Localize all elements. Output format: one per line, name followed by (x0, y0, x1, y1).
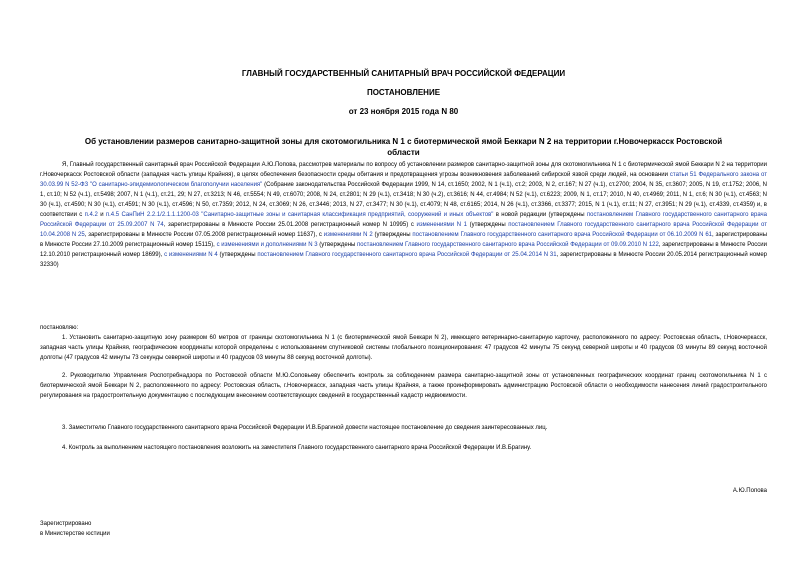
document-title: Об установлении размеров санитарно-защитной зоны для скотомогильника N 1 с биотермической ямой Беккари N 2 на территории г.Новочеркасск Ростовской области (84, 137, 723, 157)
clause-2: 2. Руководителю Управления Роспотребнадзора по Ростовской области М.Ю.Соловьеву обеспечить контроль за соблюдением размера санитарно-защитной зоны от установленных географических координат границ скотомогильника N 1 с биотермической ямой Беккари N 2, расположенного по адресу: Ростовская область, г.Новочеркасск, западная часть улицы Крайняя, а также проинформировать администрацию Ростовской области о необходимости нанесения линий градостроительного регулирования на градостроительную документацию с последующим внесением соответствующих сведений в государственный кадастр недвижимости. (40, 373, 767, 399)
resolution-74-link[interactable]: постановлением Главного государственного санитарного врача Российской Федерации от 25.09.2007 N 74 (40, 212, 767, 228)
preamble-text: (утверждены (217, 252, 258, 258)
preamble-text: и (97, 212, 106, 218)
amendments-2-link[interactable]: изменениями N 2 (323, 232, 373, 238)
clause-4: 4. Контроль за выполнением настоящего постановления возложить на заместителя Главного государственного санитарного врача Российской Федерации И.В.Брагину. (62, 445, 532, 451)
preamble-text: , зарегистрированы в Минюсте России 20.05.2014 регистрационный номер 32330) (40, 252, 767, 268)
document-date-number: от 23 ноября 2015 года N 80 (348, 107, 459, 116)
preamble-text: (Собрание законодательства Российской Федерации 1999, N 14, ст.1650; 2002, N 1 (ч.1), ст.2; 2003, N 2, ст.167; N 27 (ч.1), ст.2700; 2004, N 35, ст.3607; 2005, N 19, ст.1752; 2006, N 1, ст.10; N 52 (ч.1), ст.5498; 2007, N 1 (ч.1), ст.21, 29; N 27, ст.3213; N 46, ст.5554; N 49, ст.6070; 2008, N 24, ст.2801; N 29 (ч.1), ст.3418; N 30 (ч.2), ст.3616; N 44, ст.4984; N 52 (ч.1), ст.6223; 2009, N 1, ст.17; 2010, N 40, ст.4969; 2011, N 1, ст.6; N 30 (ч.1), ст.4563; N 30 (ч.1), ст.4590; N 30 (ч.1), ст.4591; N 30 (ч.1), ст.4596; N 50, ст.7359; 2012, N 24, ст.3069; N 26, ст.3446; 2013, N 27, ст.3477; N 30 (ч.1), ст.4079; N 48, ст.6165; 2014, N 26 (ч.1), ст.3366, ст.3377; 2015, N 1 (ч.1), ст.11; N 27, ст.3951; N 29 (ч.1), ст.4339, ст.4359) и, в соответствии с (40, 182, 767, 218)
preamble-text: в новой редакции (утверждены (493, 212, 587, 218)
resolution-31-link[interactable]: постановлением Главного государственного санитарного врача Российской Федерации от 25.04.2014 N 31 (257, 252, 557, 258)
issuing-authority: ГЛАВНЫЙ ГОСУДАРСТВЕННЫЙ САНИТАРНЫЙ ВРАЧ РОССИЙСКОЙ ФЕДЕРАЦИИ (241, 69, 566, 78)
preamble-text: (утверждены (317, 242, 358, 248)
clause-3: 3. Заместителю Главного государственного санитарного врача Российской Федерации И.В.Брагиной довести настоящее постановление до сведения заинтересованных лиц. (62, 425, 548, 431)
preamble-paragraph (40, 160, 767, 270)
sanpin-clause-4-5-link[interactable]: п.4.5 СанПиН 2.2.1/2.1.1.1200-03 "Санитарно-защитные зоны и санитарная классификация предприятий, сооружений и иных объектов" (105, 212, 494, 218)
preamble-text: , зарегистрированы в Минюсте России 12.10.2010 регистрационный номер 18699), (40, 242, 767, 258)
signature: А.Ю.Попова (732, 488, 767, 494)
resolution-25-link[interactable]: постановлением Главного государственного санитарного врача Российской Федерации от 10.04.2008 N 25 (40, 222, 767, 238)
law-article-51-link[interactable]: статьи 51 Федерального закона от 30.03.99 N 52-ФЗ "О санитарно-эпидемиологическом благополучии населения" (40, 172, 767, 188)
preamble-text: , зарегистрированы в Минюсте России 25.01.2008 регистрационный номер N 10995) с (163, 222, 417, 228)
document-type: ПОСТАНОВЛЕНИЕ (366, 88, 441, 97)
amendments-3-link[interactable]: с изменениями и дополнениями N 3 (216, 242, 318, 248)
amendments-1-link[interactable]: изменениями N 1 (416, 222, 468, 228)
amendments-4-link[interactable]: с изменениями N 4 (164, 252, 218, 258)
registration-line-2: в Министерстве юстиции (40, 531, 110, 537)
resolution-122-link[interactable]: постановлением Главного государственного санитарного врача Российской Федерации от 09.09.2010 N 122 (357, 242, 659, 248)
clause-1: 1. Установить санитарно-защитную зону размером 60 метров от границы скотомогильника N 1 (с биотермической ямой Беккари N 2), имеющего ветеринарно-санитарную карточку, расположенного по адресу: Ростовская область, г.Новочеркасск, западная часть улицы Крайняя, географические координаты которой определены с использованием спутниковой системы глобального позиционирования: 47 градусов 42 минуты 75 секунд северной широты и 40 градусов 03 минуты 89 секунд восточной долготы (47 градусов 42 минуты 73 секунды северной широты и 40 градусов 03 минуты 88 секунд восточной долготы). (40, 335, 767, 361)
preamble-text: , зарегистрированы в Минюсте России 27.10.2009 регистрационный номер 15115), (40, 232, 768, 248)
preamble-text: (утверждены (372, 232, 413, 238)
sanpin-clause-4-2-link[interactable]: п.4.2 (84, 212, 98, 218)
preamble-text: , зарегистрированы в Минюсте России 07.05.2008 регистрационный номер 11637), с (84, 232, 324, 238)
registration-line-1: Зарегистрировано (40, 521, 92, 527)
preamble-text: (утверждены (467, 222, 509, 228)
document-page (40, 0, 767, 571)
preamble-text: Я, Главный государственный санитарный врач Российской Федерации А.Ю.Попова, рассмотрев материалы по вопросу об установлении размеров санитарно-защитной зоны для скотомогильника N 1 с биотермической ямой Беккари N 2 на территории г.Новочеркасск Ростовской области (западная часть улицы Крайняя), в целях обеспечения безопасности среды обитания и предотвращения угрозы возникновения заболеваний сибирской язвой среди людей, на основании (40, 162, 767, 178)
resolves-label: постановляю: (40, 325, 79, 331)
resolution-61-link[interactable]: постановлением Главного государственного санитарного врача Российской Федерации от 06.10.2009 N 61 (412, 232, 713, 238)
